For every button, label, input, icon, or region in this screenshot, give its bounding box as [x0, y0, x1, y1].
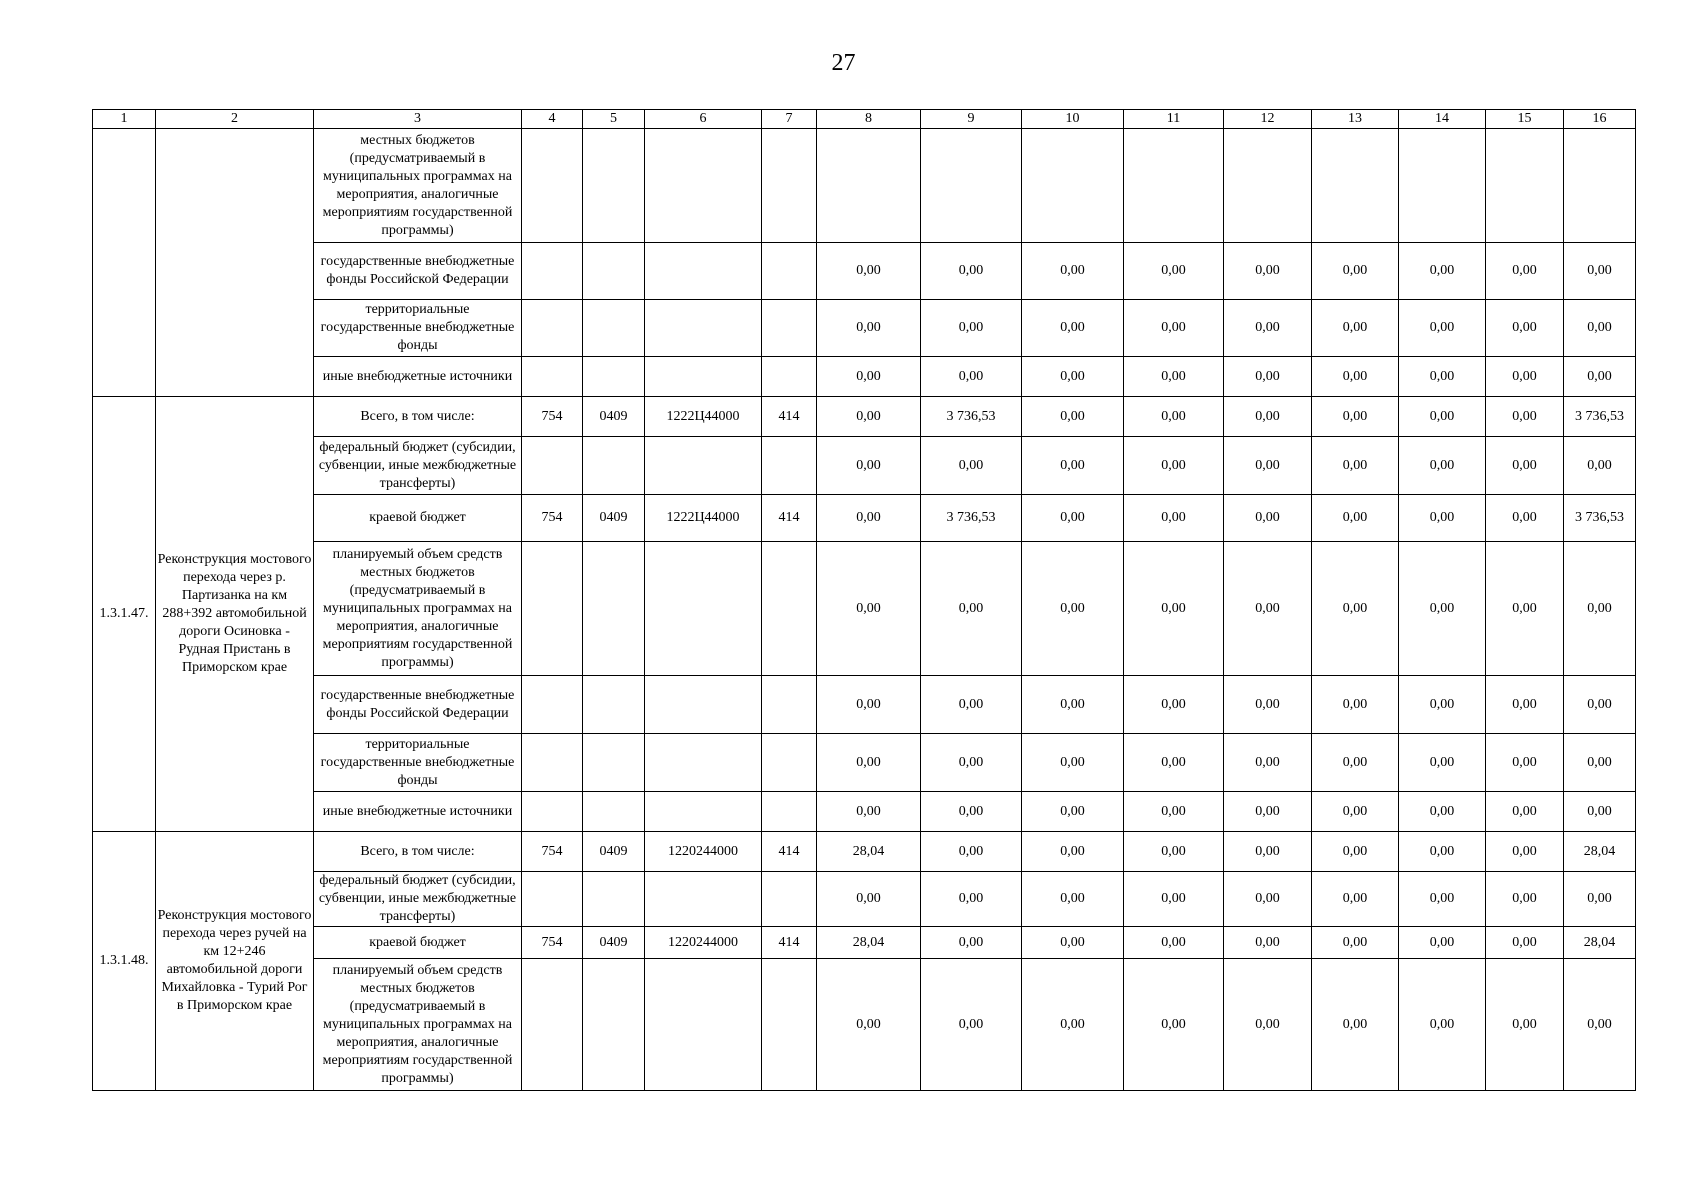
- amount-cell: 0,00: [1399, 832, 1486, 872]
- amount-cell: 0,00: [1124, 959, 1224, 1091]
- amount-cell: 28,04: [817, 927, 921, 959]
- amount-cell: 0,00: [1124, 927, 1224, 959]
- amount-cell: 0,00: [1124, 734, 1224, 792]
- expense-type-cell: [762, 676, 817, 734]
- amount-cell: 0,00: [1312, 437, 1399, 495]
- amount-cell: 0,00: [1124, 676, 1224, 734]
- amount-cell: 0,00: [1486, 243, 1564, 300]
- column-header: 12: [1224, 110, 1312, 129]
- item-number-cell: [93, 129, 156, 397]
- amount-cell: 0,00: [1486, 495, 1564, 542]
- column-header: 7: [762, 110, 817, 129]
- funding-source-cell: Всего, в том числе:: [314, 832, 522, 872]
- amount-cell: 0,00: [817, 243, 921, 300]
- amount-cell: 0,00: [1224, 792, 1312, 832]
- target-code-cell: [645, 300, 762, 357]
- column-header: 14: [1399, 110, 1486, 129]
- table-row: [93, 872, 1636, 927]
- table-row: [93, 300, 1636, 357]
- admin-code-cell: [522, 959, 583, 1091]
- target-code-cell: [645, 243, 762, 300]
- amount-cell: 0,00: [1486, 357, 1564, 397]
- amount-cell: [1124, 129, 1224, 243]
- column-header: 4: [522, 110, 583, 129]
- amount-cell: 0,00: [921, 959, 1022, 1091]
- amount-cell: 0,00: [1124, 542, 1224, 676]
- amount-cell: 28,04: [1564, 927, 1636, 959]
- amount-cell: 0,00: [1312, 495, 1399, 542]
- amount-cell: 0,00: [1312, 243, 1399, 300]
- amount-cell: 0,00: [1564, 676, 1636, 734]
- funding-source-cell: федеральный бюджет (субсидии, субвенции, иные межбюджетные трансферты): [314, 437, 522, 495]
- amount-cell: 0,00: [1312, 927, 1399, 959]
- amount-cell: 0,00: [1224, 243, 1312, 300]
- amount-cell: 0,00: [817, 792, 921, 832]
- table-row: [93, 959, 1636, 1091]
- amount-cell: [1486, 129, 1564, 243]
- admin-code-cell: [522, 792, 583, 832]
- funding-source-cell: местных бюджетов (предусматриваемый в муниципальных программах на мероприятия, аналогичные мероприятиям государственной программы): [314, 129, 522, 243]
- column-header: 5: [583, 110, 645, 129]
- amount-cell: 0,00: [921, 300, 1022, 357]
- amount-cell: 0,00: [1564, 357, 1636, 397]
- admin-code-cell: [522, 437, 583, 495]
- admin-code-cell: [522, 676, 583, 734]
- funding-source-cell: Всего, в том числе:: [314, 397, 522, 437]
- column-header: 15: [1486, 110, 1564, 129]
- target-code-cell: [645, 792, 762, 832]
- amount-cell: 0,00: [1399, 872, 1486, 927]
- amount-cell: 0,00: [1022, 397, 1124, 437]
- amount-cell: 0,00: [1022, 927, 1124, 959]
- expense-type-cell: [762, 300, 817, 357]
- expense-type-cell: [762, 872, 817, 927]
- section-code-cell: 0409: [583, 495, 645, 542]
- amount-cell: 0,00: [1124, 495, 1224, 542]
- target-code-cell: [645, 357, 762, 397]
- amount-cell: 0,00: [1022, 542, 1124, 676]
- amount-cell: 0,00: [817, 872, 921, 927]
- funding-source-cell: иные внебюджетные источники: [314, 357, 522, 397]
- table-row: [93, 832, 1636, 872]
- budget-table: [92, 109, 1636, 1091]
- section-code-cell: [583, 542, 645, 676]
- amount-cell: 0,00: [1224, 832, 1312, 872]
- target-code-cell: 1220244000: [645, 832, 762, 872]
- target-code-cell: 1222Ц44000: [645, 397, 762, 437]
- funding-source-cell: государственные внебюджетные фонды Российской Федерации: [314, 676, 522, 734]
- section-code-cell: [583, 734, 645, 792]
- section-code-cell: [583, 676, 645, 734]
- amount-cell: 0,00: [1022, 832, 1124, 872]
- target-code-cell: [645, 734, 762, 792]
- amount-cell: 0,00: [1564, 542, 1636, 676]
- column-number-row: [93, 110, 1636, 129]
- amount-cell: 0,00: [921, 832, 1022, 872]
- item-name-cell: Реконструкция мостового перехода через ручей на км 12+246 автомобильной дороги Михайловка - Турий Рог в Приморском крае: [156, 832, 314, 1091]
- amount-cell: 0,00: [817, 300, 921, 357]
- amount-cell: 0,00: [1486, 300, 1564, 357]
- admin-code-cell: 754: [522, 397, 583, 437]
- item-number-cell: 1.3.1.48.: [93, 832, 156, 1091]
- admin-code-cell: [522, 129, 583, 243]
- amount-cell: 0,00: [1312, 832, 1399, 872]
- amount-cell: 0,00: [1124, 357, 1224, 397]
- amount-cell: 0,00: [1124, 397, 1224, 437]
- amount-cell: 0,00: [1486, 927, 1564, 959]
- table-row: [93, 792, 1636, 832]
- amount-cell: 0,00: [817, 959, 921, 1091]
- amount-cell: 0,00: [1564, 300, 1636, 357]
- amount-cell: 0,00: [1022, 437, 1124, 495]
- amount-cell: 0,00: [1124, 832, 1224, 872]
- table-row: [93, 676, 1636, 734]
- amount-cell: 0,00: [1486, 542, 1564, 676]
- amount-cell: 0,00: [817, 397, 921, 437]
- amount-cell: 0,00: [921, 243, 1022, 300]
- section-code-cell: 0409: [583, 832, 645, 872]
- amount-cell: 0,00: [1399, 397, 1486, 437]
- amount-cell: 0,00: [1022, 676, 1124, 734]
- column-header: 16: [1564, 110, 1636, 129]
- table-row: [93, 243, 1636, 300]
- amount-cell: 3 736,53: [921, 397, 1022, 437]
- amount-cell: 0,00: [1224, 542, 1312, 676]
- table-row: [93, 542, 1636, 676]
- expense-type-cell: [762, 959, 817, 1091]
- amount-cell: 0,00: [1312, 792, 1399, 832]
- amount-cell: 0,00: [1022, 357, 1124, 397]
- column-header: 6: [645, 110, 762, 129]
- expense-type-cell: [762, 243, 817, 300]
- amount-cell: 0,00: [817, 437, 921, 495]
- column-header: 3: [314, 110, 522, 129]
- amount-cell: 0,00: [1399, 959, 1486, 1091]
- amount-cell: 0,00: [1022, 243, 1124, 300]
- amount-cell: 0,00: [1564, 243, 1636, 300]
- target-code-cell: 1222Ц44000: [645, 495, 762, 542]
- admin-code-cell: 754: [522, 832, 583, 872]
- amount-cell: 0,00: [1124, 437, 1224, 495]
- amount-cell: 0,00: [1022, 495, 1124, 542]
- amount-cell: 0,00: [1486, 832, 1564, 872]
- amount-cell: 0,00: [1124, 872, 1224, 927]
- column-header: 10: [1022, 110, 1124, 129]
- section-code-cell: [583, 792, 645, 832]
- amount-cell: 0,00: [1224, 397, 1312, 437]
- amount-cell: 0,00: [1312, 734, 1399, 792]
- amount-cell: [1564, 129, 1636, 243]
- amount-cell: 0,00: [1399, 243, 1486, 300]
- expense-type-cell: [762, 734, 817, 792]
- expense-type-cell: 414: [762, 832, 817, 872]
- amount-cell: [1224, 129, 1312, 243]
- admin-code-cell: [522, 243, 583, 300]
- table-row: [93, 495, 1636, 542]
- section-code-cell: [583, 129, 645, 243]
- amount-cell: 0,00: [1399, 357, 1486, 397]
- amount-cell: 0,00: [1124, 792, 1224, 832]
- item-number-cell: 1.3.1.47.: [93, 397, 156, 832]
- expense-type-cell: [762, 792, 817, 832]
- amount-cell: 0,00: [1224, 300, 1312, 357]
- amount-cell: 0,00: [1399, 927, 1486, 959]
- amount-cell: 0,00: [921, 437, 1022, 495]
- target-code-cell: [645, 872, 762, 927]
- admin-code-cell: [522, 872, 583, 927]
- amount-cell: [921, 129, 1022, 243]
- admin-code-cell: [522, 542, 583, 676]
- item-name-cell: Реконструкция мостового перехода через р. Партизанка на км 288+392 автомобильной дороги Осиновка - Рудная Пристань в Приморском крае: [156, 397, 314, 832]
- target-code-cell: [645, 959, 762, 1091]
- amount-cell: 0,00: [1312, 542, 1399, 676]
- amount-cell: [817, 129, 921, 243]
- funding-source-cell: федеральный бюджет (субсидии, субвенции, иные межбюджетные трансферты): [314, 872, 522, 927]
- expense-type-cell: [762, 129, 817, 243]
- expense-type-cell: [762, 542, 817, 676]
- target-code-cell: [645, 676, 762, 734]
- funding-source-cell: территориальные государственные внебюджетные фонды: [314, 300, 522, 357]
- amount-cell: 0,00: [1399, 792, 1486, 832]
- amount-cell: 0,00: [1124, 243, 1224, 300]
- amount-cell: 0,00: [1312, 357, 1399, 397]
- section-code-cell: [583, 357, 645, 397]
- target-code-cell: [645, 542, 762, 676]
- amount-cell: 0,00: [1312, 676, 1399, 734]
- funding-source-cell: краевой бюджет: [314, 927, 522, 959]
- section-code-cell: [583, 300, 645, 357]
- amount-cell: 3 736,53: [1564, 495, 1636, 542]
- amount-cell: 0,00: [1224, 927, 1312, 959]
- amount-cell: [1022, 129, 1124, 243]
- amount-cell: 0,00: [1312, 397, 1399, 437]
- amount-cell: 0,00: [817, 734, 921, 792]
- target-code-cell: 1220244000: [645, 927, 762, 959]
- funding-source-cell: государственные внебюджетные фонды Российской Федерации: [314, 243, 522, 300]
- amount-cell: 0,00: [817, 495, 921, 542]
- amount-cell: 0,00: [1224, 676, 1312, 734]
- amount-cell: 3 736,53: [921, 495, 1022, 542]
- column-header: 13: [1312, 110, 1399, 129]
- amount-cell: 0,00: [1224, 734, 1312, 792]
- section-code-cell: [583, 872, 645, 927]
- admin-code-cell: 754: [522, 927, 583, 959]
- column-header: 8: [817, 110, 921, 129]
- target-code-cell: [645, 437, 762, 495]
- section-code-cell: 0409: [583, 927, 645, 959]
- amount-cell: 0,00: [1486, 437, 1564, 495]
- expense-type-cell: [762, 357, 817, 397]
- section-code-cell: [583, 437, 645, 495]
- amount-cell: 0,00: [921, 792, 1022, 832]
- amount-cell: 0,00: [1312, 872, 1399, 927]
- expense-type-cell: 414: [762, 927, 817, 959]
- amount-cell: 0,00: [921, 872, 1022, 927]
- column-header: 2: [156, 110, 314, 129]
- table-row: [93, 397, 1636, 437]
- admin-code-cell: [522, 357, 583, 397]
- funding-source-cell: планируемый объем средств местных бюджетов (предусматриваемый в муниципальных программах на мероприятия, аналогичные мероприятиям государственной программы): [314, 542, 522, 676]
- amount-cell: 0,00: [921, 734, 1022, 792]
- amount-cell: 0,00: [1022, 959, 1124, 1091]
- amount-cell: 0,00: [1486, 734, 1564, 792]
- funding-source-cell: краевой бюджет: [314, 495, 522, 542]
- section-code-cell: [583, 959, 645, 1091]
- amount-cell: [1312, 129, 1399, 243]
- table-row: [93, 437, 1636, 495]
- admin-code-cell: [522, 300, 583, 357]
- target-code-cell: [645, 129, 762, 243]
- section-code-cell: 0409: [583, 397, 645, 437]
- table-row: [93, 129, 1636, 243]
- amount-cell: 0,00: [921, 357, 1022, 397]
- table-row: [93, 357, 1636, 397]
- amount-cell: 3 736,53: [1564, 397, 1636, 437]
- section-code-cell: [583, 243, 645, 300]
- amount-cell: 28,04: [817, 832, 921, 872]
- amount-cell: 0,00: [817, 542, 921, 676]
- amount-cell: 0,00: [1022, 734, 1124, 792]
- amount-cell: 0,00: [1312, 300, 1399, 357]
- amount-cell: 0,00: [1399, 437, 1486, 495]
- amount-cell: 0,00: [1022, 300, 1124, 357]
- amount-cell: 0,00: [1486, 792, 1564, 832]
- amount-cell: [1399, 129, 1486, 243]
- amount-cell: 0,00: [1124, 300, 1224, 357]
- admin-code-cell: [522, 734, 583, 792]
- amount-cell: 0,00: [1224, 959, 1312, 1091]
- amount-cell: 0,00: [1224, 357, 1312, 397]
- amount-cell: 0,00: [1399, 676, 1486, 734]
- funding-source-cell: планируемый объем средств местных бюджетов (предусматриваемый в муниципальных программах на мероприятия, аналогичные мероприятиям государственной программы): [314, 959, 522, 1091]
- amount-cell: 0,00: [1399, 300, 1486, 357]
- amount-cell: 0,00: [1399, 495, 1486, 542]
- expense-type-cell: 414: [762, 397, 817, 437]
- amount-cell: 0,00: [1564, 872, 1636, 927]
- amount-cell: 0,00: [1224, 437, 1312, 495]
- amount-cell: 0,00: [1564, 734, 1636, 792]
- table-row: [93, 927, 1636, 959]
- column-header: 1: [93, 110, 156, 129]
- amount-cell: 0,00: [921, 927, 1022, 959]
- amount-cell: 0,00: [921, 542, 1022, 676]
- amount-cell: 28,04: [1564, 832, 1636, 872]
- amount-cell: 0,00: [1564, 959, 1636, 1091]
- page-number: 27: [831, 50, 856, 76]
- item-name-cell: [156, 129, 314, 397]
- amount-cell: 0,00: [1399, 542, 1486, 676]
- funding-source-cell: иные внебюджетные источники: [314, 792, 522, 832]
- amount-cell: 0,00: [1486, 676, 1564, 734]
- column-header: 9: [921, 110, 1022, 129]
- amount-cell: 0,00: [1486, 397, 1564, 437]
- amount-cell: 0,00: [1399, 734, 1486, 792]
- amount-cell: 0,00: [1564, 437, 1636, 495]
- amount-cell: 0,00: [1224, 495, 1312, 542]
- expense-type-cell: [762, 437, 817, 495]
- amount-cell: 0,00: [1022, 872, 1124, 927]
- amount-cell: 0,00: [1486, 959, 1564, 1091]
- table-row: [93, 734, 1636, 792]
- amount-cell: 0,00: [1022, 792, 1124, 832]
- amount-cell: 0,00: [1564, 792, 1636, 832]
- admin-code-cell: 754: [522, 495, 583, 542]
- expense-type-cell: 414: [762, 495, 817, 542]
- amount-cell: 0,00: [1224, 872, 1312, 927]
- amount-cell: 0,00: [817, 676, 921, 734]
- amount-cell: 0,00: [921, 676, 1022, 734]
- funding-source-cell: территориальные государственные внебюджетные фонды: [314, 734, 522, 792]
- column-header: 11: [1124, 110, 1224, 129]
- amount-cell: 0,00: [817, 357, 921, 397]
- amount-cell: 0,00: [1486, 872, 1564, 927]
- amount-cell: 0,00: [1312, 959, 1399, 1091]
